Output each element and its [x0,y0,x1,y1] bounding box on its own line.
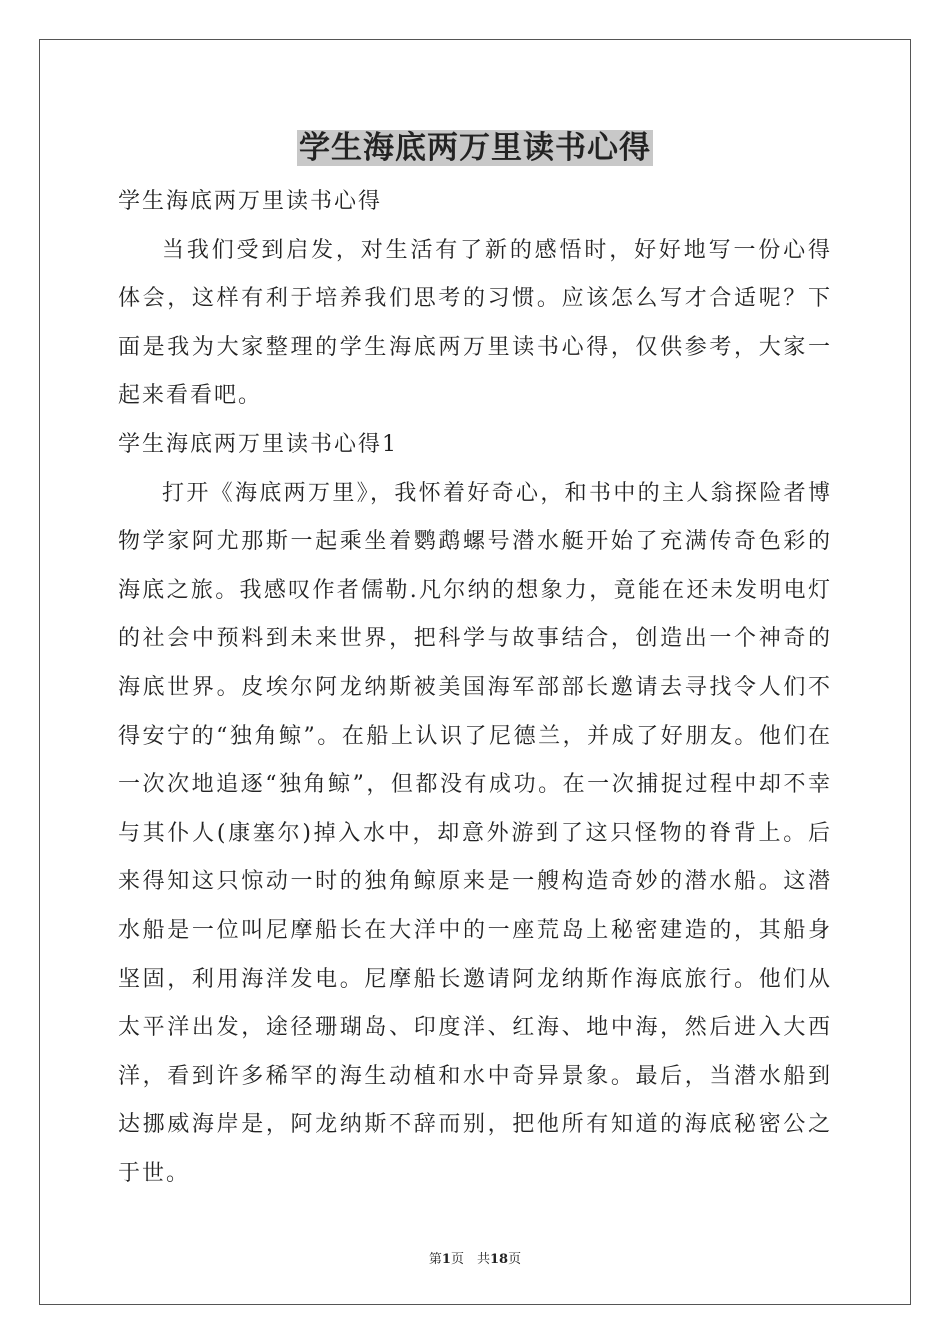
page-footer [0,1248,950,1267]
document-title-text: 学生海底两万里读书心得 [299,130,651,166]
page-suffix: 页 [508,1252,522,1267]
section-heading: 学生海底两万里读书心得1 [118,431,398,457]
intro-paragraph: 当我们受到启发，对生活有了新的感悟时，好好地写一份心得体会，这样有利于培养我们思考的习惯。应该怎么写才合适呢？下面是我为大家整理的学生海底两万里读书心得，仅供参考，大家一起来看看吧。 [118,237,832,409]
document-body [118,178,832,1198]
page-mid: 页 共 [450,1252,490,1267]
page-total: 18 [489,1252,509,1267]
document-subtitle: 学生海底两万里读书心得 [118,189,383,214]
page-current: 1 [441,1252,451,1267]
section-paragraph: 打开《海底两万里》，我怀着好奇心，和书中的主人翁探险者博物学家阿尤那斯一起乘坐着鹦鹉螺号潜水艇开始了充满传奇色彩的海底之旅。我感叹作者儒勒.凡尔纳的想象力，竟能在还未发明电灯的社会中预料到未来世界，把科学与故事结合，创造出一个神奇的海底世界。皮埃尔阿龙纳斯被美国海军部部长邀请去寻找令人们不得安宁的“独角鲸”。在船上认识了尼德兰，并成了好朋友。他们在一次次地追逐“独角鲸”，但都没有成功。在一次捕捉过程中却不幸与其仆人(康塞尔)掉入水中，却意外游到了这只怪物的脊背上。后来得知这只惊动一时的独角鲸原来是一艘构造奇妙的潜水船。这潜水船是一位叫尼摩船长在大洋中的一座荒岛上秘密建造的，其船身坚固，利用海洋发电。尼摩船长邀请阿龙纳斯作海底旅行。他们从太平洋出发，途径珊瑚岛、印度洋、红海、地中海，然后进入大西洋，看到许多稀罕的海生动植和水中奇异景象。最后，当潜水船到达挪威海岸是，阿龙纳斯不辞而别，把他所有知道的海底秘密公之于世。 [118,480,832,1186]
document-title [0,126,950,170]
page-prefix: 第 [428,1252,442,1267]
